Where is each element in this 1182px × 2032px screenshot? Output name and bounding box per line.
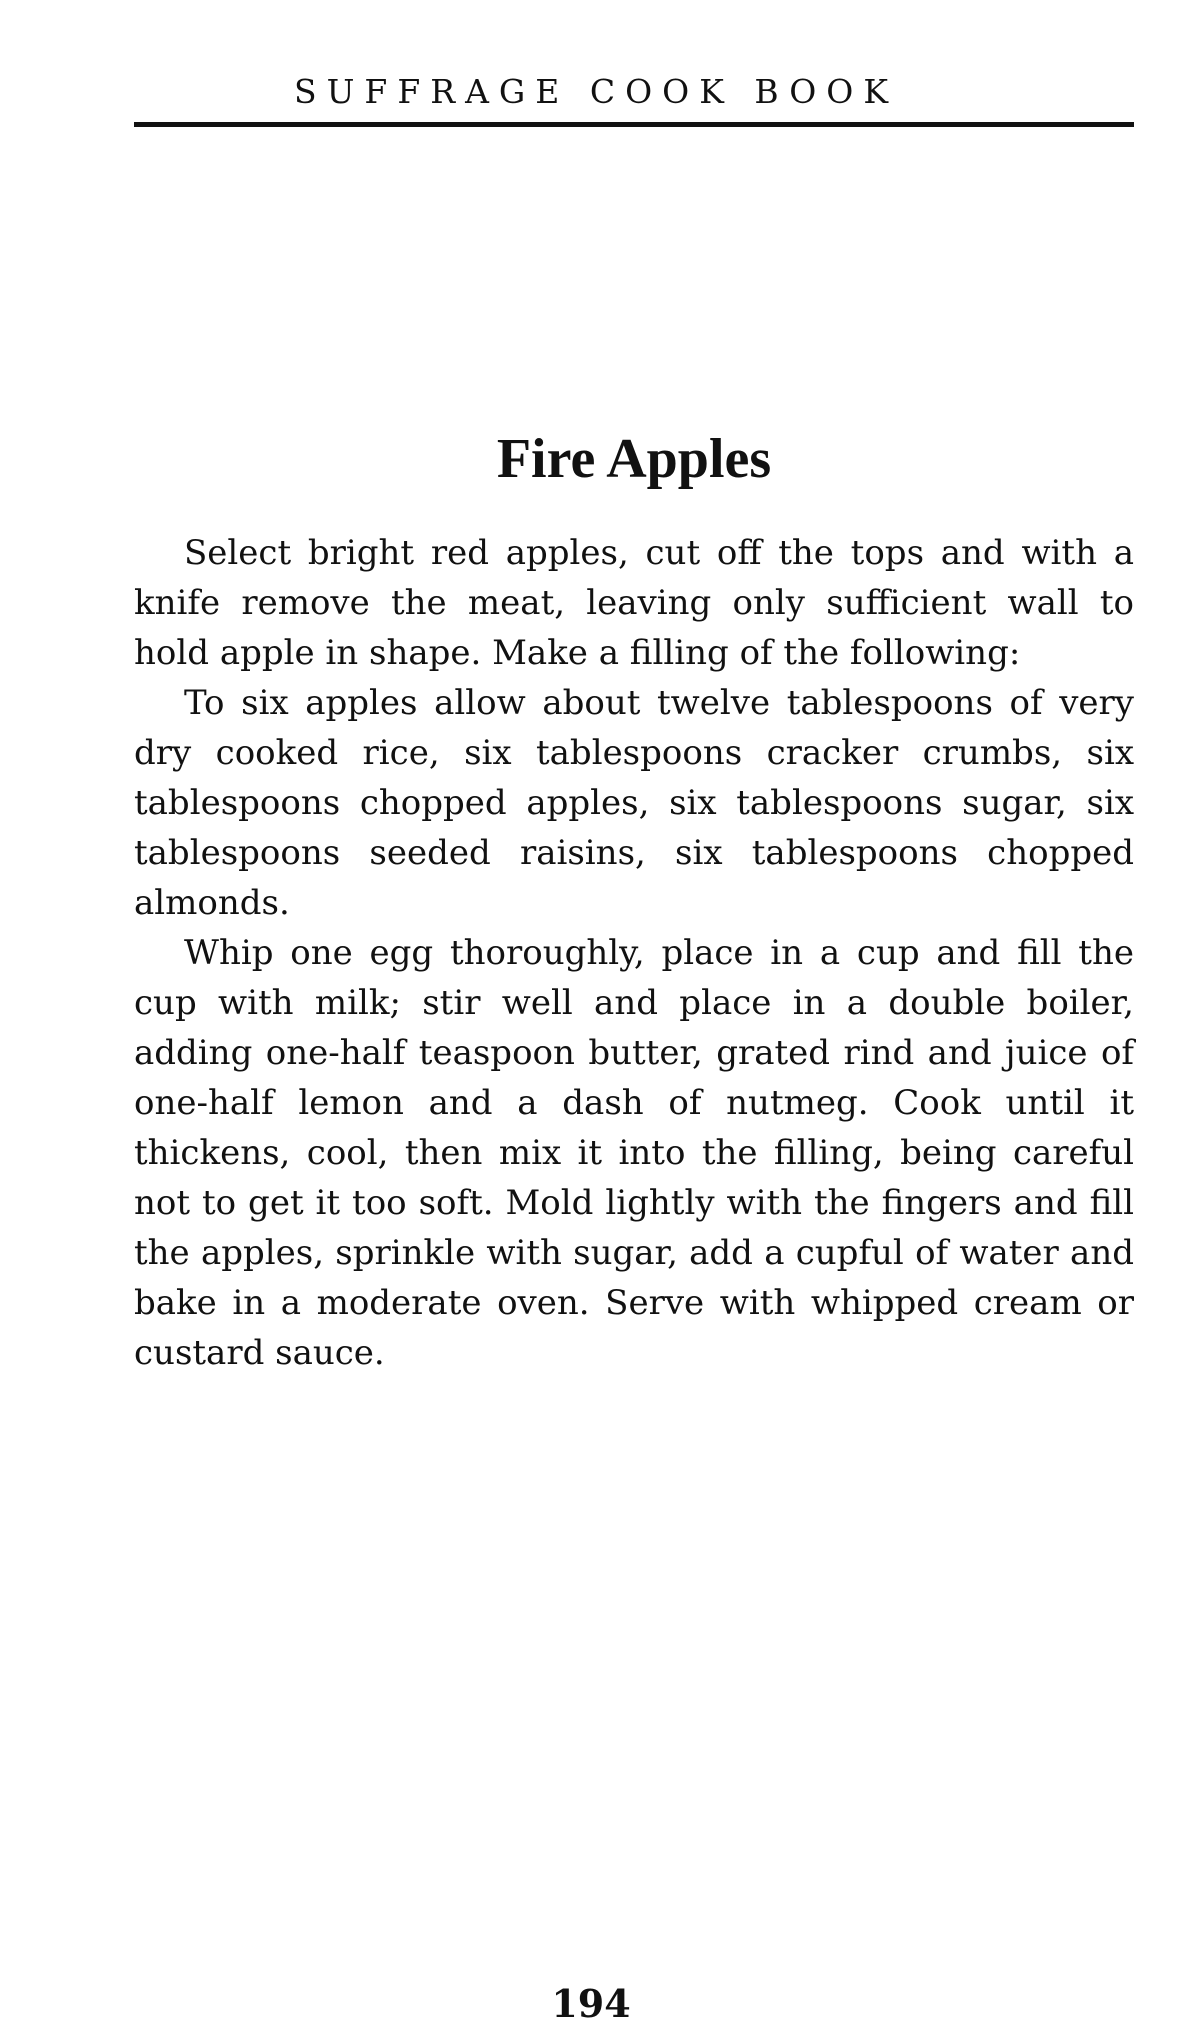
running-head: SUFFRAGE COOK BOOK — [294, 72, 898, 111]
recipe-body — [134, 528, 1134, 1378]
page-number: 194 — [551, 1981, 631, 2026]
recipe-paragraph: Whip one egg thoroughly, place in a cup and fill the cup with milk; stir well and place in a double boiler, adding one-half teaspoon butter, grated rind and juice of one-half lemon and a dash of nutmeg. Cook until it thickens, cool, then mix it into the filling, being careful not to get it too soft. Mold lightly with the fingers and fill the apples, sprinkle with sugar, add a cupful of water and bake in a moderate oven. Serve with whipped cream or custard sauce. — [134, 933, 1134, 1373]
recipe-title: Fire Apples — [496, 428, 772, 490]
recipe-paragraph: To six apples allow about twelve tablespoons of very dry cooked rice, six tablespoons cracker crumbs, six tablespoons chopped apples, six tablespoons sugar, six tablespoons seeded raisins, six tablespoons chopped almonds. — [134, 683, 1134, 923]
recipe-paragraph: Select bright red apples, cut off the tops and with a knife remove the meat, leaving only sufficient wall to hold apple in shape. Make a filling of the following: — [134, 533, 1134, 673]
header-rule — [134, 122, 1134, 127]
